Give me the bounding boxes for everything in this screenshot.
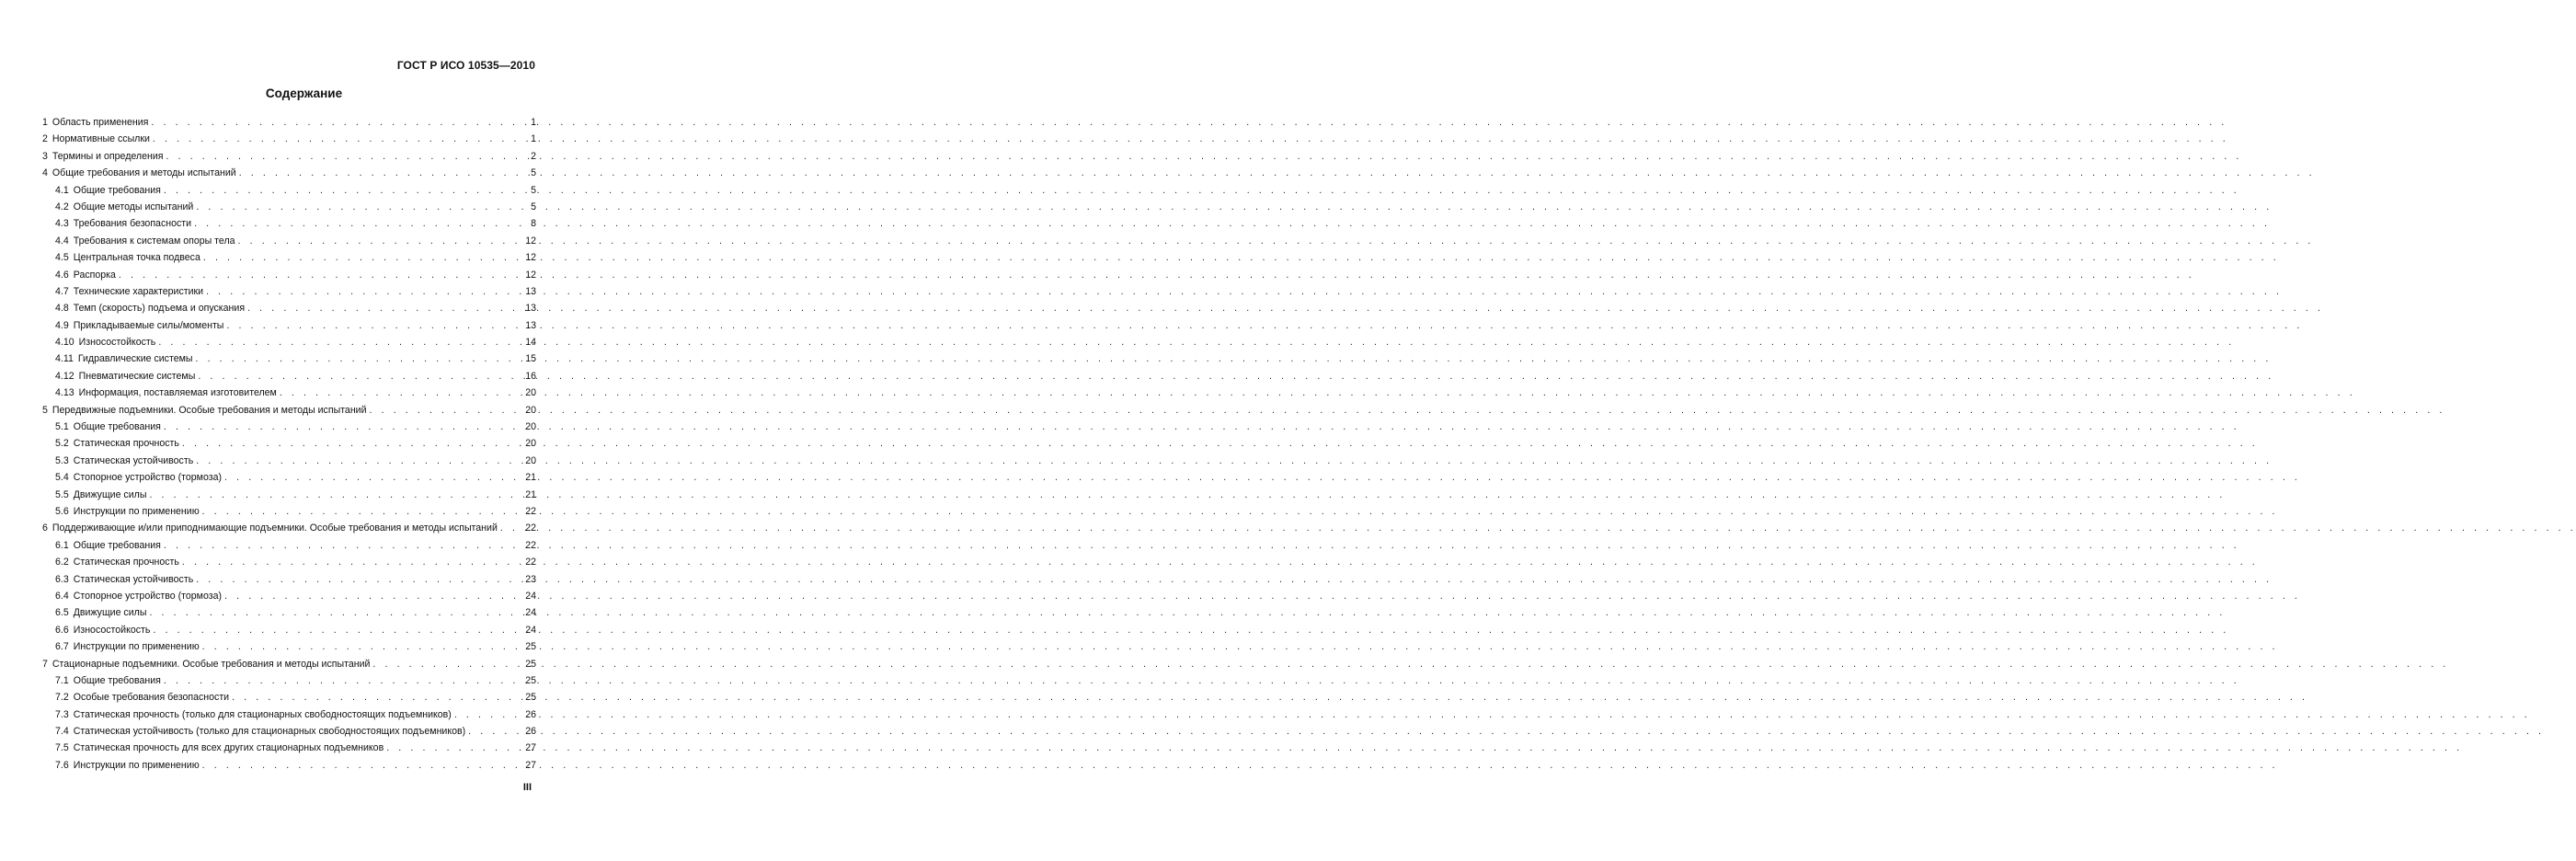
toc-entry-number: 1	[42, 117, 48, 128]
toc-entry-number: 6.4	[55, 590, 69, 602]
toc-entry[interactable]	[42, 604, 536, 621]
toc-entry[interactable]	[42, 165, 536, 181]
toc-entry[interactable]	[42, 131, 536, 147]
toc-entry-number: 5.1	[55, 421, 69, 433]
document-id: ГОСТ Р ИСО 10535—2010	[396, 59, 535, 72]
toc-entry-number: 4.10	[55, 337, 74, 349]
toc-entry-page: 24	[525, 590, 536, 602]
toc-entry-number: 7.1	[55, 674, 69, 686]
toc-dot-leader	[146, 604, 525, 621]
toc-dot-leader	[195, 368, 525, 385]
toc-entry-number: 7.5	[55, 742, 69, 754]
toc-entry-title: Статическая прочность	[73, 438, 179, 450]
toc-dot-leader	[200, 503, 525, 520]
toc-entry-page: 12	[525, 252, 536, 264]
toc-entry-page: 12	[525, 235, 536, 247]
toc-dot-leader	[498, 520, 525, 536]
toc-entry[interactable]	[42, 469, 536, 486]
toc-entry-title: Особые требования безопасности	[73, 692, 230, 704]
toc-entry[interactable]	[42, 267, 536, 283]
toc-entry-page: 21	[525, 472, 536, 484]
toc-entry-page: 22	[525, 505, 536, 517]
toc-entry-page: 13	[525, 285, 536, 297]
toc-dot-leader	[200, 249, 525, 266]
toc-entry-title: Инструкции по применению	[73, 505, 200, 517]
toc-entry[interactable]	[42, 706, 536, 723]
toc-entry-number: 5.5	[55, 488, 69, 500]
toc-entry-page: 27	[525, 759, 536, 771]
toc-entry-number: 5	[42, 404, 48, 416]
toc-entry-number: 4.12	[55, 370, 74, 382]
toc-entry-number: 5.6	[55, 505, 69, 517]
toc-entry-number: 2	[42, 133, 48, 145]
toc-dot-leader	[146, 487, 525, 503]
toc-entry[interactable]	[42, 385, 536, 401]
toc-entry[interactable]	[42, 520, 536, 536]
toc-entry-number: 3	[42, 150, 48, 162]
toc-entry-number: 4.8	[55, 303, 69, 315]
toc-entry-number: 6.1	[55, 539, 69, 551]
toc-dot-leader	[229, 689, 525, 706]
toc-entry-title: Распорка	[73, 269, 116, 281]
toc-entry[interactable]	[42, 182, 536, 199]
toc-entry[interactable]	[42, 350, 536, 367]
toc-dot-leader	[203, 283, 525, 300]
toc-entry-number: 5.4	[55, 472, 69, 484]
toc-entry[interactable]	[42, 215, 536, 232]
toc-entry-title: Требования безопасности	[73, 218, 192, 230]
toc-dot-leader	[193, 199, 525, 215]
toc-entry-page: 20	[525, 454, 536, 466]
toc-entry-page: 24	[525, 607, 536, 619]
toc-entry-number: 4.4	[55, 235, 69, 247]
table-of-contents	[42, 114, 536, 774]
toc-entry-number: 4.13	[55, 387, 74, 399]
toc-entry[interactable]	[42, 672, 536, 689]
toc-dot-leader	[116, 267, 525, 283]
toc-entry-page: 25	[525, 674, 536, 686]
toc-dot-leader	[161, 672, 525, 689]
toc-entry-number: 5.3	[55, 454, 69, 466]
toc-dot-leader	[161, 182, 525, 199]
toc-entry[interactable]	[42, 554, 536, 570]
toc-entry-number: 6.6	[55, 624, 69, 636]
toc-entry-number: 7.6	[55, 759, 69, 771]
toc-entry-page: 26	[525, 708, 536, 720]
toc-dot-leader	[452, 706, 525, 723]
toc-entry[interactable]	[42, 199, 536, 215]
toc-entry-page: 25	[525, 658, 536, 670]
toc-entry[interactable]	[42, 249, 536, 266]
toc-entry-page: 13	[525, 303, 536, 315]
toc-entry-title: Термины и определения	[52, 150, 164, 162]
toc-entry[interactable]	[42, 656, 536, 672]
toc-entry-number: 6.3	[55, 573, 69, 585]
toc-entry[interactable]	[42, 233, 536, 249]
toc-entry[interactable]	[42, 453, 536, 469]
toc-entry-page: 14	[525, 337, 536, 349]
toc-entry-number: 7.4	[55, 726, 69, 738]
toc-entry-page: 5	[531, 167, 536, 179]
toc-entry[interactable]	[42, 419, 536, 435]
toc-entry[interactable]	[42, 487, 536, 503]
toc-entry-number: 7.3	[55, 708, 69, 720]
toc-entry-page: 16	[525, 370, 536, 382]
toc-entry[interactable]	[42, 638, 536, 655]
toc-dot-leader	[245, 300, 525, 316]
toc-entry[interactable]	[42, 435, 536, 452]
toc-entry-number: 4.3	[55, 218, 69, 230]
toc-entry-number: 4	[42, 167, 48, 179]
toc-entry-title: Стопорное устройство (тормоза)	[73, 590, 223, 602]
toc-dot-leader	[222, 588, 525, 604]
toc-entry[interactable]	[42, 368, 536, 385]
toc-entry-title: Общие требования	[73, 421, 161, 433]
toc-entry-title: Движущие силы	[73, 607, 147, 619]
toc-entry-title: Общие требования и методы испытаний	[52, 167, 236, 179]
toc-dot-leader	[200, 638, 525, 655]
toc-entry-page: 23	[525, 573, 536, 585]
toc-entry[interactable]	[42, 402, 536, 419]
toc-entry-title: Износостойкость	[73, 624, 151, 636]
toc-entry-title: Движущие силы	[73, 488, 147, 500]
toc-dot-leader	[150, 622, 525, 638]
toc-entry-title: Темп (скорость) подъема и опускания	[73, 303, 246, 315]
toc-entry-page: 12	[525, 269, 536, 281]
toc-entry-title: Статическая устойчивость	[73, 573, 194, 585]
toc-entry-number: 4.2	[55, 201, 69, 212]
toc-entry-page: 1	[531, 117, 536, 128]
toc-entry-number: 6.2	[55, 557, 69, 568]
toc-entry-title: Нормативные ссылки	[52, 133, 150, 145]
toc-entry-title: Статическая прочность (только для стационарных свободностоящих подъемников)	[73, 708, 452, 720]
toc-entry-number: 4.7	[55, 285, 69, 297]
toc-entry-title: Общие методы испытаний	[73, 201, 194, 212]
toc-entry-title: Статическая прочность	[73, 557, 179, 568]
toc-dot-leader	[161, 419, 525, 435]
toc-entry-page: 20	[525, 404, 536, 416]
toc-entry-title: Общие требования	[73, 539, 161, 551]
toc-entry-number: 6.5	[55, 607, 69, 619]
toc-entry-number: 4.1	[55, 184, 69, 196]
toc-entry-page: 5	[531, 201, 536, 212]
toc-dot-leader	[370, 656, 525, 672]
toc-entry-page: 22	[525, 539, 536, 551]
toc-entry-title: Износостойкость	[78, 337, 156, 349]
toc-entry-number: 4.9	[55, 319, 69, 331]
toc-entry-page: 20	[525, 421, 536, 433]
toc-entry[interactable]	[42, 334, 536, 350]
toc-entry-title: Прикладываемые силы/моменты	[73, 319, 224, 331]
toc-dot-leader	[384, 740, 525, 756]
toc-entry-page: 27	[525, 742, 536, 754]
toc-entry-title: Общие требования	[73, 674, 161, 686]
toc-entry-number: 4.11	[55, 353, 74, 365]
toc-entry[interactable]	[42, 503, 536, 520]
toc-entry-page: 22	[525, 557, 536, 568]
toc-entry-title: Передвижные подъемники. Особые требования и методы испытаний	[52, 404, 367, 416]
toc-entry-title: Гидравлические системы	[77, 353, 193, 365]
toc-entry[interactable]	[42, 689, 536, 706]
toc-dot-leader	[223, 317, 525, 334]
toc-entry-title: Поддерживающие и/или приподнимающие подъемники. Особые требования и методы испытаний	[52, 522, 498, 534]
toc-entry[interactable]	[42, 740, 536, 756]
toc-entry[interactable]	[42, 723, 536, 740]
toc-entry-number: 7	[42, 658, 48, 670]
toc-entry-number: 6	[42, 522, 48, 534]
toc-entry-title: Центральная точка подвеса	[73, 252, 200, 264]
toc-dot-leader	[164, 148, 525, 165]
toc-entry-page: 15	[525, 353, 536, 365]
toc-dot-leader	[155, 334, 525, 350]
toc-entry[interactable]	[42, 588, 536, 604]
toc-entry-page: 2	[531, 150, 536, 162]
toc-entry-number: 5.2	[55, 438, 69, 450]
toc-entry-title: Технические характеристики	[73, 285, 204, 297]
toc-entry-title: Стационарные подъемники. Особые требования и методы испытаний	[52, 658, 371, 670]
toc-entry[interactable]	[42, 571, 536, 588]
toc-entry-page: 20	[525, 387, 536, 399]
toc-dot-leader	[222, 469, 525, 486]
toc-entry[interactable]	[42, 622, 536, 638]
toc-dot-leader	[179, 554, 525, 570]
toc-entry-page: 25	[525, 641, 536, 653]
toc-dot-leader	[179, 435, 525, 452]
toc-entry-title: Общие требования	[73, 184, 161, 196]
toc-entry[interactable]	[42, 283, 536, 300]
toc-dot-leader	[235, 233, 525, 249]
toc-dot-leader	[161, 537, 525, 554]
toc-entry-page: 1	[531, 133, 536, 145]
toc-dot-leader	[367, 402, 525, 419]
toc-entry-number: 4.5	[55, 252, 69, 264]
toc-dot-leader	[192, 350, 525, 367]
toc-dot-leader	[200, 757, 525, 774]
toc-entry-title: Пневматические системы	[78, 370, 196, 382]
toc-dot-leader	[277, 385, 525, 401]
toc-entry-title: Информация, поставляемая изготовителем	[78, 387, 277, 399]
toc-entry-title: Инструкции по применению	[73, 759, 200, 771]
toc-entry-page: 24	[525, 624, 536, 636]
toc-entry-title: Требования к системам опоры тела	[73, 235, 235, 247]
toc-dot-leader	[148, 114, 525, 131]
toc-entry-title: Стопорное устройство (тормоза)	[73, 472, 223, 484]
toc-dot-leader	[465, 723, 525, 740]
page-number: III	[522, 782, 532, 793]
toc-entry-title: Статическая устойчивость	[73, 454, 194, 466]
toc-entry[interactable]	[42, 757, 536, 774]
toc-entry-page: 25	[525, 692, 536, 704]
toc-entry-page: 21	[525, 488, 536, 500]
page-title: Содержание	[265, 86, 343, 100]
toc-entry-page: 13	[525, 319, 536, 331]
toc-entry-page: 26	[525, 726, 536, 738]
toc-entry-number: 4.6	[55, 269, 69, 281]
toc-entry-title: Статическая прочность для всех других стационарных подъемников	[73, 742, 384, 754]
toc-entry-number: 6.7	[55, 641, 69, 653]
toc-entry-page: 8	[531, 218, 536, 230]
toc-dot-leader	[193, 571, 525, 588]
toc-entry-title: Инструкции по применению	[73, 641, 200, 653]
toc-dot-leader	[236, 165, 525, 181]
toc-entry[interactable]	[42, 148, 536, 165]
toc-entry-number: 7.2	[55, 692, 69, 704]
toc-entry[interactable]	[42, 114, 536, 131]
toc-dot-leader	[193, 453, 525, 469]
toc-entry[interactable]	[42, 300, 536, 316]
toc-entry-page: 22	[525, 522, 536, 534]
toc-dot-leader	[150, 131, 525, 147]
toc-dot-leader	[191, 215, 525, 232]
toc-entry[interactable]	[42, 317, 536, 334]
toc-entry-page: 5	[531, 184, 536, 196]
toc-entry[interactable]	[42, 537, 536, 554]
toc-entry-title: Область применения	[52, 117, 149, 128]
toc-entry-page: 20	[525, 438, 536, 450]
toc-entry-title: Статическая устойчивость (только для стационарных свободностоящих подъемников)	[73, 726, 466, 738]
